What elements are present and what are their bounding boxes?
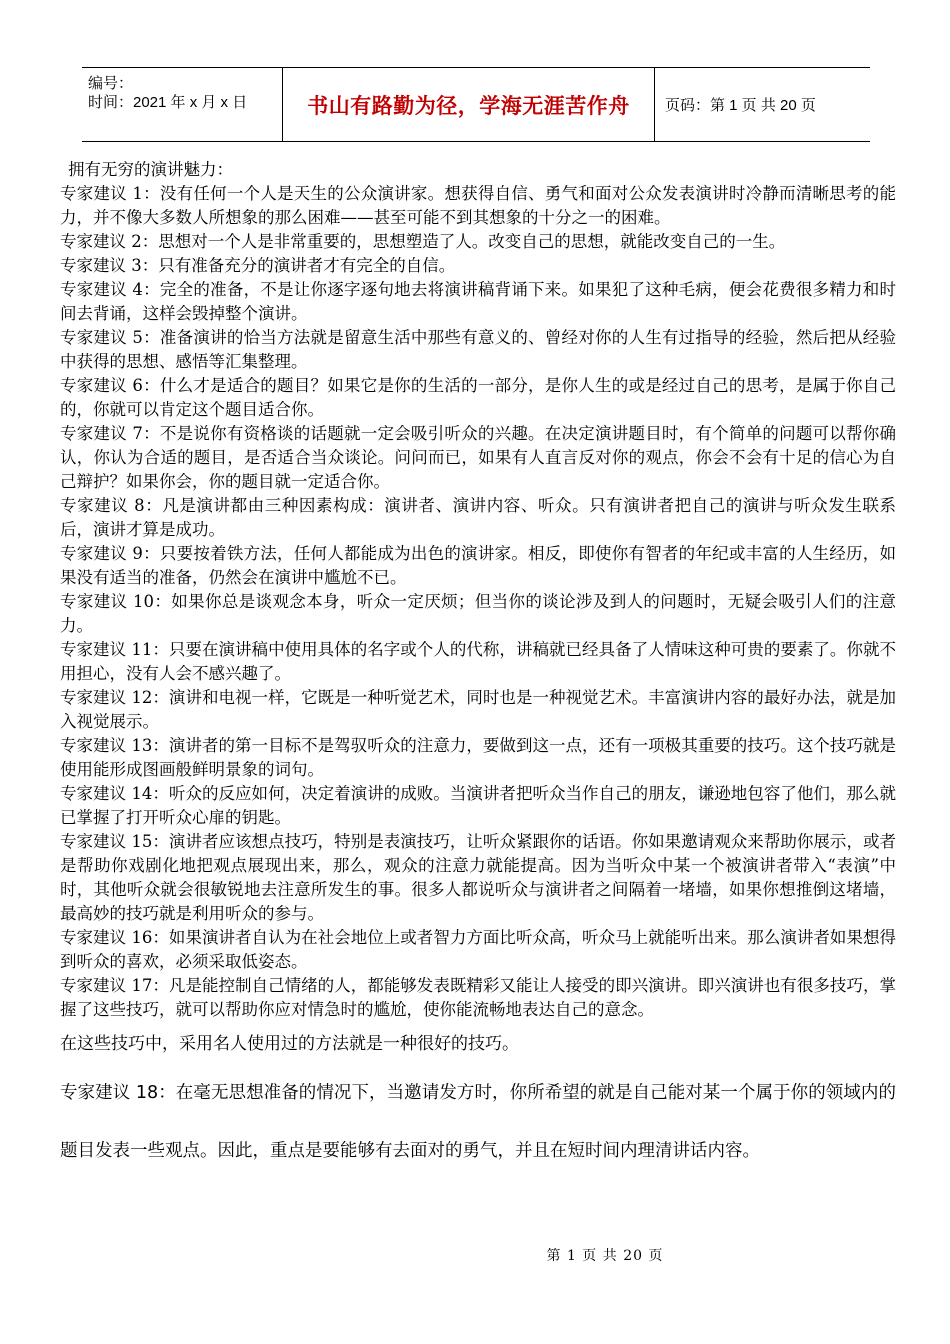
tip-12: 专家建议 12：演讲和电视一样，它既是一种听觉艺术，同时也是一种视觉艺术。丰富演讲内容的最好办法，就是加入视觉展示。 (60, 688, 896, 731)
page-footer (0, 1245, 950, 1265)
tip-11: 专家建议 11：只要在演讲稿中使用具体的名字或个人的代称，讲稿就已经具备了人情味这种可贵的要素了。你就不用担心，没有人会不感兴趣了。 (60, 640, 896, 683)
tip-7: 专家建议 7：不是说你有资格谈的话题就一定会吸引听众的兴趣。在决定演讲题目时，有个简单的问题可以帮你确认，你认为合适的题目，是否适合当众谈论。问问而已，如果有人直言反对你的观点，你会不会有十足的信心为自己辩护？如果你会，你的题目就一定适合你。 (60, 424, 896, 491)
tip-15: 专家建议 15：演讲者应该想点技巧，特别是表演技巧，让听众紧跟你的话语。你如果邀请观众来帮助你展示，或者是帮助你戏剧化地把观点展现出来，那么，观众的注意力就能提高。因为当听众中某一个被演讲者带入“表演”中时，其他听众就会很敏锐地去注意所发生的事。很多人都说听众与演讲者之间隔着一堵墙，如果你想推倒这堵墙，最高妙的技巧就是利用听众的参与。 (60, 832, 896, 923)
tip-3: 专家建议 3：只有准备充分的演讲者才有完全的自信。 (60, 256, 456, 275)
tip-9: 专家建议 9：只要按着铁方法，任何人都能成为出色的演讲家。相反，即使你有智者的年纪或丰富的人生经历，如果没有适当的准备，仍然会在演讲中尴尬不已。 (60, 544, 896, 587)
header-page-cell (655, 68, 870, 141)
tip-10: 专家建议 10：如果你总是谈观念本身，听众一定厌烦；但当你的谈论涉及到人的问题时，无疑会吸引人们的注意力。 (60, 592, 896, 635)
tip-1: 专家建议 1：没有任何一个人是天生的公众演讲家。想获得自信、勇气和面对公众发表演讲时冷静而清晰思考的能力，并不像大多数人所想象的那么困难——甚至可能不到其想象的十分之一的困难。 (60, 184, 896, 227)
tip-4: 专家建议 4：完全的准备，不是让你逐字逐句地去将演讲稿背诵下来。如果犯了这种毛病，便会花费很多精力和时间去背诵，这样会毁掉整个演讲。 (60, 280, 896, 323)
header-meta (82, 68, 282, 141)
motto: 书山有路勤为径，学海无涯苦作舟 (307, 93, 630, 118)
page-label: 页码：第 1 页 共 20 页 (665, 97, 816, 114)
tip-13: 专家建议 13：演讲者的第一目标不是驾驭听众的注意力，要做到这一点，还有一项极其重要的技巧。这个技巧就是使用能形成图画般鲜明景象的词句。 (60, 736, 896, 779)
closing-line: 在这些技巧中，采用名人使用过的方法就是一种很好的技巧。 (60, 1034, 519, 1054)
header-motto-cell (282, 68, 655, 141)
tip-5: 专家建议 5：准备演讲的恰当方法就是留意生活中那些有意义的、曾经对你的人生有过指导的经验，然后把从经验中获得的思想、感悟等汇集整理。 (60, 328, 896, 371)
tip-8: 专家建议 8：凡是演讲都由三种因素构成：演讲者、演讲内容、听众。只有演讲者把自己的演讲与听众发生联系后，演讲才算是成功。 (60, 496, 896, 539)
footer-page-number: 第 1 页 共 20 页 (546, 1248, 664, 1264)
document-body (60, 158, 896, 1180)
tip-17: 专家建议 17：凡是能控制自己情绪的人，都能够发表既精彩又能让人接受的即兴演讲。即兴演讲也有很多技巧，掌握了这些技巧，就可以帮助你应对情急时的尴尬，使你能流畅地表达自己的意念。 (60, 976, 896, 1019)
tip-14: 专家建议 14：听众的反应如何，决定着演讲的成败。当演讲者把听众当作自己的朋友，谦逊地包容了他们，那么就已掌握了打开听众心扉的钥匙。 (60, 784, 896, 827)
intro-line: 拥有无穷的演讲魅力： (68, 160, 233, 179)
time-label: 时间：2021 年 x 月 x 日 (88, 94, 248, 111)
tip-18: 专家建议 18：在毫无思想准备的情况下，当邀请发方时，你所希望的就是自己能对某一个属于你的领域内的题目发表一些观点。因此，重点是要能够有去面对的勇气，并且在短时间内理清讲话内容。 (60, 1083, 896, 1161)
tip-16: 专家建议 16：如果演讲者自认为在社会地位上或者智力方面比听众高，听众马上就能听出来。那么演讲者如果想得到听众的喜欢，必须采取低姿态。 (60, 928, 896, 971)
tip-2: 专家建议 2：思想对一个人是非常重要的，思想塑造了人。改变自己的思想，就能改变自己的一生。 (60, 232, 786, 251)
number-label: 编号： (88, 75, 134, 92)
page-header (82, 67, 870, 142)
tip-6: 专家建议 6：什么才是适合的题目？如果它是你的生活的一部分，是你人生的或是经过自己的思考，是属于你自己的，你就可以肯定这个题目适合你。 (60, 376, 896, 419)
